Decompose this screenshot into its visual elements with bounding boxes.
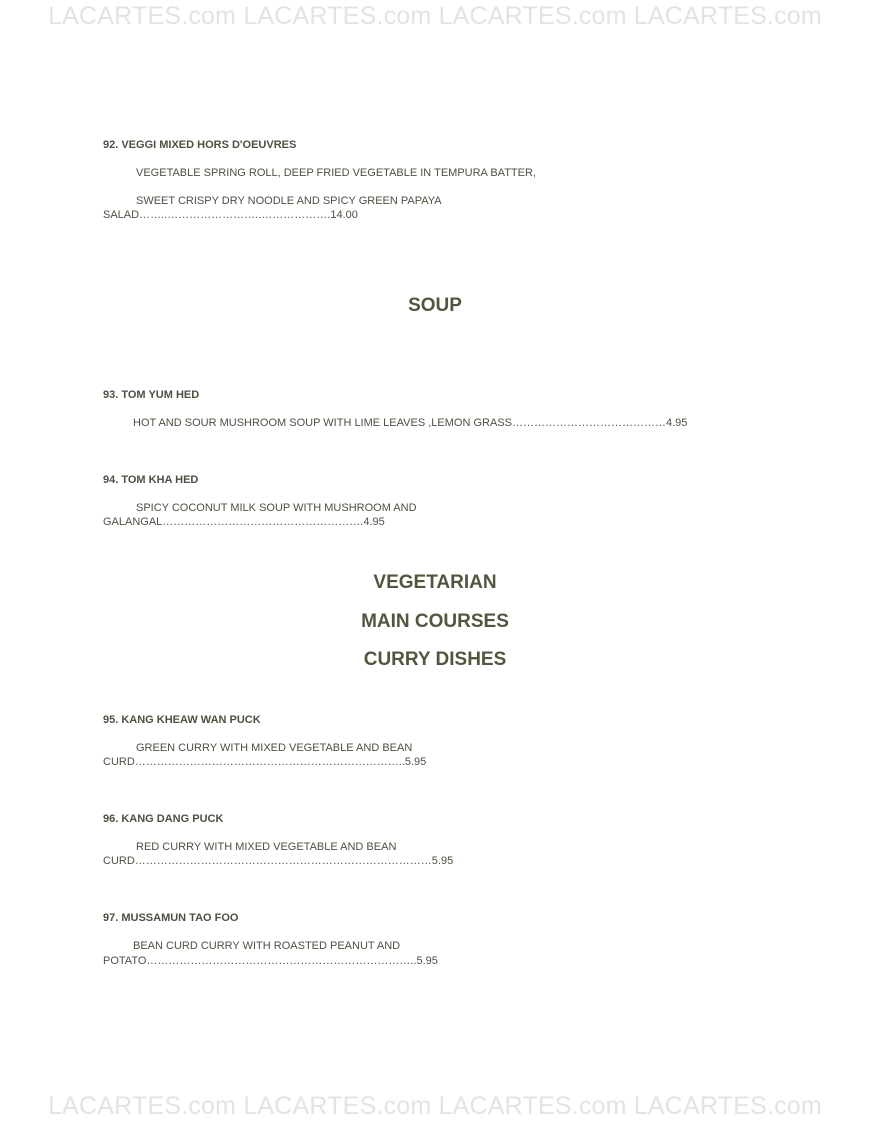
- item-92-price-line: SALAD……..……………………..……………….14.00: [103, 209, 358, 221]
- watermark-top: LACARTES.com LACARTES.com LACARTES.com LACARTES.com: [48, 2, 822, 30]
- item-92-desc-line1: VEGETABLE SPRING ROLL, DEEP FRIED VEGETABLE IN TEMPURA BATTER,: [136, 167, 536, 179]
- section-title-main-courses: MAIN COURSES: [361, 611, 509, 632]
- item-92-title: 92. VEGGI MIXED HORS D'OEUVRES: [103, 139, 297, 151]
- section-title-vegetarian: VEGETARIAN: [373, 572, 497, 593]
- item-97-title: 97. MUSSAMUN TAO FOO: [103, 912, 239, 924]
- item-96-title: 96. KANG DANG PUCK: [103, 813, 224, 825]
- section-title-curry-dishes: CURRY DISHES: [363, 649, 507, 670]
- item-95-price-line: CURD………………………………………………………………..5.95: [103, 756, 427, 768]
- item-94-desc-line1: SPICY COCONUT MILK SOUP WITH MUSHROOM AND: [136, 502, 417, 514]
- item-97-price-line: POTATO………………………………………………………………..5.95: [103, 955, 438, 967]
- item-96-desc-line1: RED CURRY WITH MIXED VEGETABLE AND BEAN: [136, 841, 397, 853]
- item-94-title: 94. TOM KHA HED: [103, 474, 199, 486]
- item-94-price-line: GALANGAL……………………………………………….4.95: [103, 516, 385, 528]
- item-95-desc-line1: GREEN CURRY WITH MIXED VEGETABLE AND BEAN: [136, 742, 413, 754]
- item-93-desc-line1: HOT AND SOUR MUSHROOM SOUP WITH LIME LEAVES ,LEMON GRASS……………………………………4.95: [133, 417, 688, 429]
- item-92-desc-line2: SWEET CRISPY DRY NOODLE AND SPICY GREEN PAPAYA: [136, 195, 442, 207]
- watermark-bottom: LACARTES.com LACARTES.com LACARTES.com LACARTES.com: [48, 1092, 822, 1120]
- section-title-soup: SOUP: [408, 295, 462, 316]
- item-95-title: 95. KANG KHEAW WAN PUCK: [103, 714, 261, 726]
- item-93-title: 93. TOM YUM HED: [103, 389, 200, 401]
- item-96-price-line: CURD………………………………………………………………………5.95: [103, 855, 454, 867]
- item-97-desc-line1: BEAN CURD CURRY WITH ROASTED PEANUT AND: [133, 940, 401, 952]
